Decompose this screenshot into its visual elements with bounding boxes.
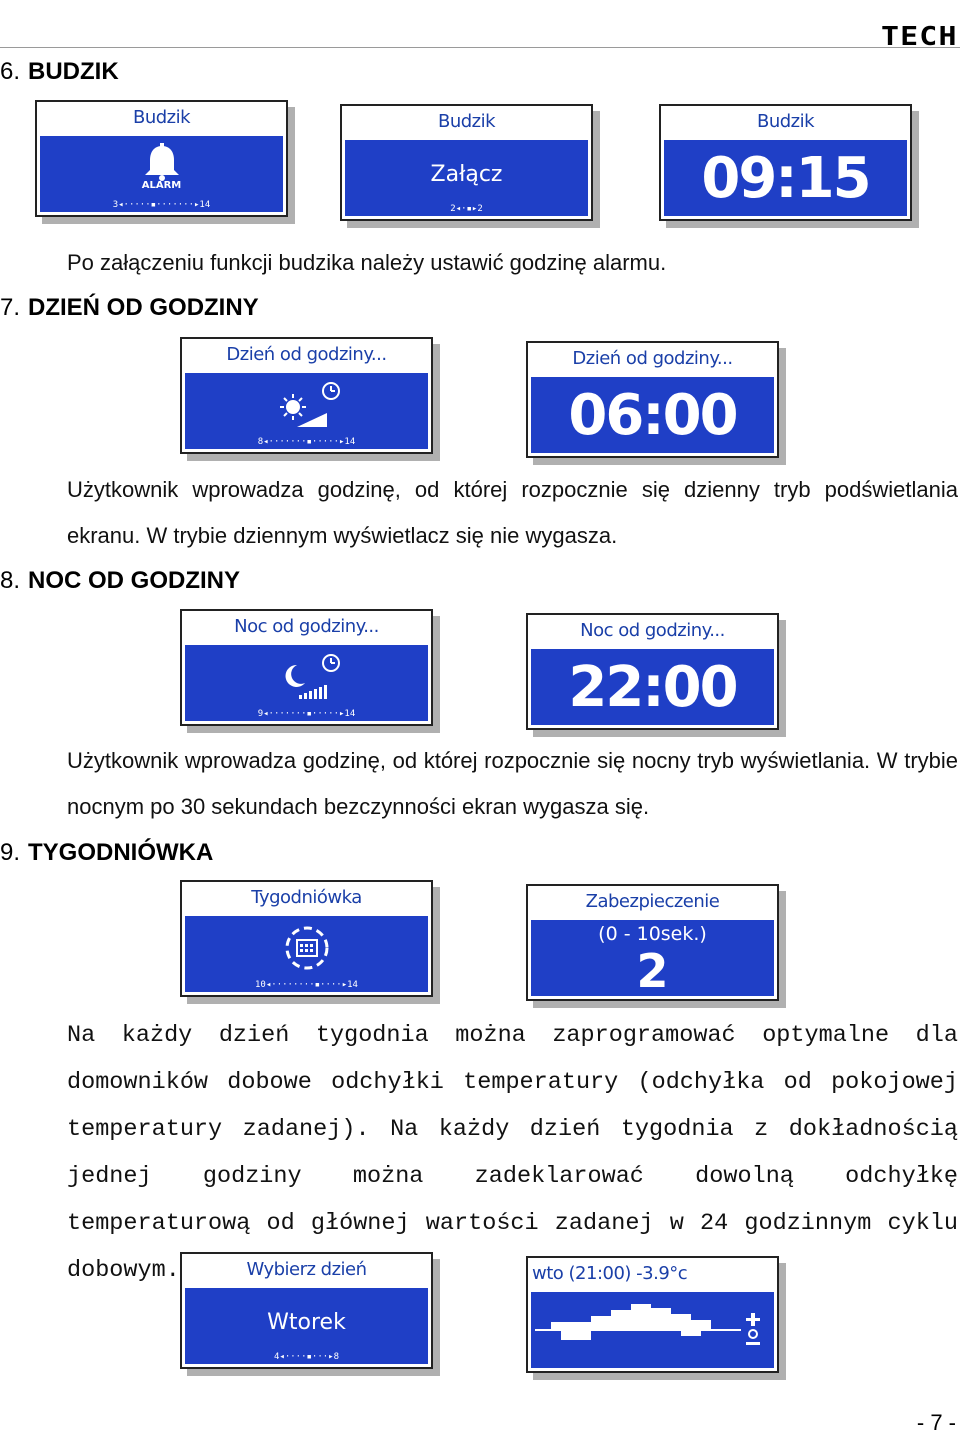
paragraph-noc — [0, 738, 958, 830]
section-number: 8. — [0, 567, 21, 594]
lcd-title: wto (21:00) -3.9°c — [532, 1263, 688, 1284]
lcd-scroll-bar: 4◂····▪···▸8 — [273, 1352, 340, 1362]
page-number: - 7 - — [916, 1410, 956, 1435]
lcd-title: Zabezpieczenie — [585, 891, 720, 912]
section-title: BUDZIK — [28, 58, 119, 85]
lcd-range-label: (0 - 10sek.) — [598, 923, 707, 945]
lcd-dzien-menu — [180, 337, 433, 454]
lcd-time-value: 22:00 — [568, 655, 737, 720]
lcd-zabezpieczenie — [526, 884, 779, 1001]
brand-logo: TECH — [881, 22, 958, 52]
lcd-scroll-bar: 9◂·······▪·····▸14 — [257, 709, 356, 719]
moon-clock-icon — [185, 645, 428, 707]
lcd-value: Załącz — [430, 162, 503, 187]
lcd-title: Budzik — [437, 111, 496, 132]
lcd-title: Budzik — [132, 107, 191, 128]
section-title: NOC OD GODZINY — [28, 567, 241, 594]
lcd-title: Dzień od godziny... — [226, 344, 387, 365]
lcd-screen — [345, 140, 588, 216]
lcd-dzien-time — [526, 341, 779, 458]
lcd-wykres-dnia — [526, 1256, 779, 1373]
paragraph-text: Po załączeniu funkcji budzika należy ustawić godzinę alarmu. — [67, 250, 667, 275]
week-calendar-icon — [185, 916, 428, 978]
lcd-budzik-time — [659, 104, 912, 221]
lcd-title: Tygodniówka — [251, 887, 362, 908]
lcd-screen — [185, 373, 428, 449]
section-heading-tygodniowka — [0, 839, 213, 867]
lcd-screen — [664, 140, 907, 216]
paragraph-text: Na każdy dzień tygodnia można zaprogramować optymalne dla domowników dobowe odchyłki temperatury (odchyłka od pokojowej temperatury zadanej). Na każdy dzień tygodnia z dokładnością jednej godziny można zadeklarować dowolną odchyłkę temperaturową od głównej wartości zadanej w 24 godzinnym cyklu dobowym. — [67, 1022, 958, 1284]
lcd-scroll-bar: 8◂·······▪·····▸14 — [257, 437, 356, 447]
section-heading-noc — [0, 567, 240, 595]
header-rule — [0, 47, 960, 48]
lcd-screen — [531, 1292, 774, 1368]
sun-clock-icon — [185, 373, 428, 435]
lcd-tygodniowka-menu — [180, 880, 433, 997]
lcd-title: Dzień od godziny... — [572, 348, 733, 369]
lcd-title: Noc od godziny... — [580, 620, 725, 641]
lcd-noc-time — [526, 613, 779, 730]
lcd-scroll-bar: 2◂·▪▸2 — [450, 204, 483, 214]
lcd-screen — [40, 136, 283, 212]
lcd-screen — [185, 916, 428, 992]
paragraph-text: Użytkownik wprowadza godzinę, od której rozpocznie się dzienny tryb podświetlania ekranu. W trybie dziennym wyświetlacz się nie wygasza. — [67, 477, 958, 548]
lcd-screen — [531, 377, 774, 453]
section-title: DZIEŃ OD GODZINY — [28, 294, 259, 321]
paragraph-budzik — [0, 240, 958, 286]
lcd-title: Budzik — [756, 111, 815, 132]
lcd-screen — [531, 649, 774, 725]
lcd-budzik-menu — [35, 100, 288, 217]
lcd-scroll-bar: 10◂········▪····▸14 — [255, 980, 358, 990]
lcd-title: Wybierz dzień — [246, 1259, 367, 1280]
lcd-value: Wtorek — [267, 1310, 346, 1335]
lcd-value: 2 — [636, 944, 669, 998]
lcd-noc-menu — [180, 609, 433, 726]
lcd-title: Noc od godziny... — [234, 616, 379, 637]
lcd-screen — [185, 1288, 428, 1364]
section-number: 9. — [0, 839, 21, 866]
lcd-time-value: 09:15 — [701, 146, 870, 211]
lcd-wybierz-dzien — [180, 1252, 433, 1369]
bell-label: ALARM — [141, 180, 182, 191]
section-number: 7. — [0, 294, 21, 321]
bell-icon — [40, 136, 283, 198]
section-heading-dzien — [0, 294, 259, 322]
paragraph-dzien — [0, 467, 958, 559]
lcd-budzik-toggle — [340, 104, 593, 221]
lcd-screen — [531, 920, 774, 996]
section-title: TYGODNIÓWKA — [28, 839, 214, 866]
lcd-time-value: 06:00 — [568, 383, 737, 448]
daily-offset-graph-icon — [531, 1292, 771, 1368]
section-heading-budzik — [0, 58, 119, 86]
paragraph-tygodniowka — [0, 1012, 958, 1294]
lcd-screen — [185, 645, 428, 721]
lcd-scroll-bar: 3◂·····▪·······▸14 — [112, 200, 211, 210]
paragraph-text: Użytkownik wprowadza godzinę, od której rozpocznie się nocny tryb wyświetlania. W trybie nocnym po 30 sekundach bezczynności ekran wygasza się. — [67, 748, 958, 819]
section-number: 6. — [0, 58, 21, 85]
